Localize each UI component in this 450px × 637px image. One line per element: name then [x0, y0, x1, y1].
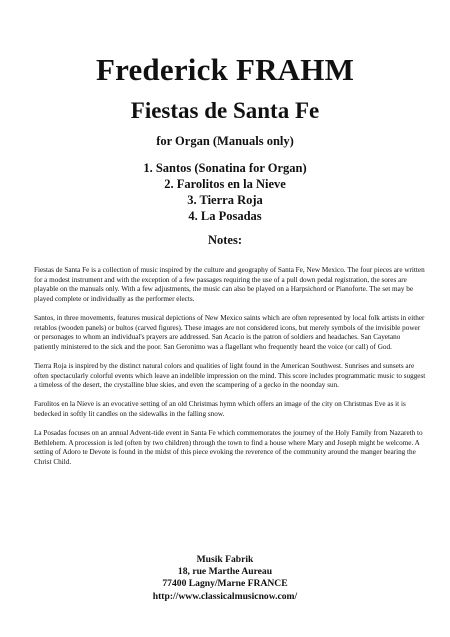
publisher-street: 18, rue Marthe Aureau	[177, 566, 273, 578]
notes-body	[34, 266, 426, 477]
piece-item: 1. Santos (Sonatina for Organ)	[143, 161, 307, 175]
instrumentation-subtitle: for Organ (Manuals only)	[156, 134, 294, 148]
publisher-city: 77400 Lagny/Marne FRANCE	[162, 578, 288, 590]
work-title: Fiestas de Santa Fe	[130, 98, 320, 123]
publisher-url: http://www.classicalmusicnow.com/	[152, 590, 298, 602]
notes-paragraph: Tierra Roja is inspired by the distinct natural colors and qualities of light found in the American Southwest. Sunrises and sunsets are often spectacularly colorful events which leave an indelible impression on the mind. This score includes programmatic music to suggest a timeless of the desert, the crystalline blue skies, and even the scampering of a gecko in the noonday sun.	[34, 361, 426, 390]
notes-paragraph: Farolitos en la Nieve is an evocative setting of an old Christmas hymn which offers an image of the city on Christmas Eve as it is bedecked in softly lit candles on the sidewalks in the falling snow.	[34, 400, 406, 418]
notes-paragraph: La Posadas focuses on an annual Advent-tide event in Santa Fe which commemorates the journey of the Holy Family from Nazareth to Bethlehem. A procession is led (often by two children) through the town to find a house where Mary and Joseph might be welcome. A setting of Adoro te Devote is found in the midst of this piece evoking the reverence of the community around the manger bearing the Christ Child.	[34, 429, 423, 466]
notes-paragraph: Fiestas de Santa Fe is a collection of music inspired by the culture and geography of Santa Fe, New Mexico. The four pieces are written for a modest instrument and with the exception of a few passages requiring the use of a pull down pedal registration, the sores are playable on the manuals only. With a few adjustments, the music can also be played on a Harpsichord or Pianoforte. The set may be played complete or individually as the performer elects.	[34, 266, 425, 303]
composer-name: Frederick FRAHM	[95, 52, 355, 87]
publisher-block	[0, 554, 450, 603]
notes-paragraph: Santos, in three movements, features musical depictions of New Mexico saints which are often represented by local folk artists in either retablos (wooden panels) or bultos (carved figures). These images are not considered icons, but merely symbols of the invisible power or personages to whom an individual's prayers are addressed. San Acacio is the patron of soldiers and headaches. San Cayetano patiently ministered to the sick and the poor. San Geronimo was a flagellant who frequently heard the voice (or call) of God.	[34, 313, 425, 351]
piece-item: 3. Tierra Roja	[187, 193, 263, 207]
piece-item: 2. Farolitos en la Nieve	[164, 177, 286, 191]
piece-item: 4. La Posadas	[188, 209, 262, 223]
notes-heading: Notes:	[207, 233, 242, 247]
piece-list	[0, 160, 450, 224]
publisher-name: Musik Fabrik	[196, 554, 254, 565]
